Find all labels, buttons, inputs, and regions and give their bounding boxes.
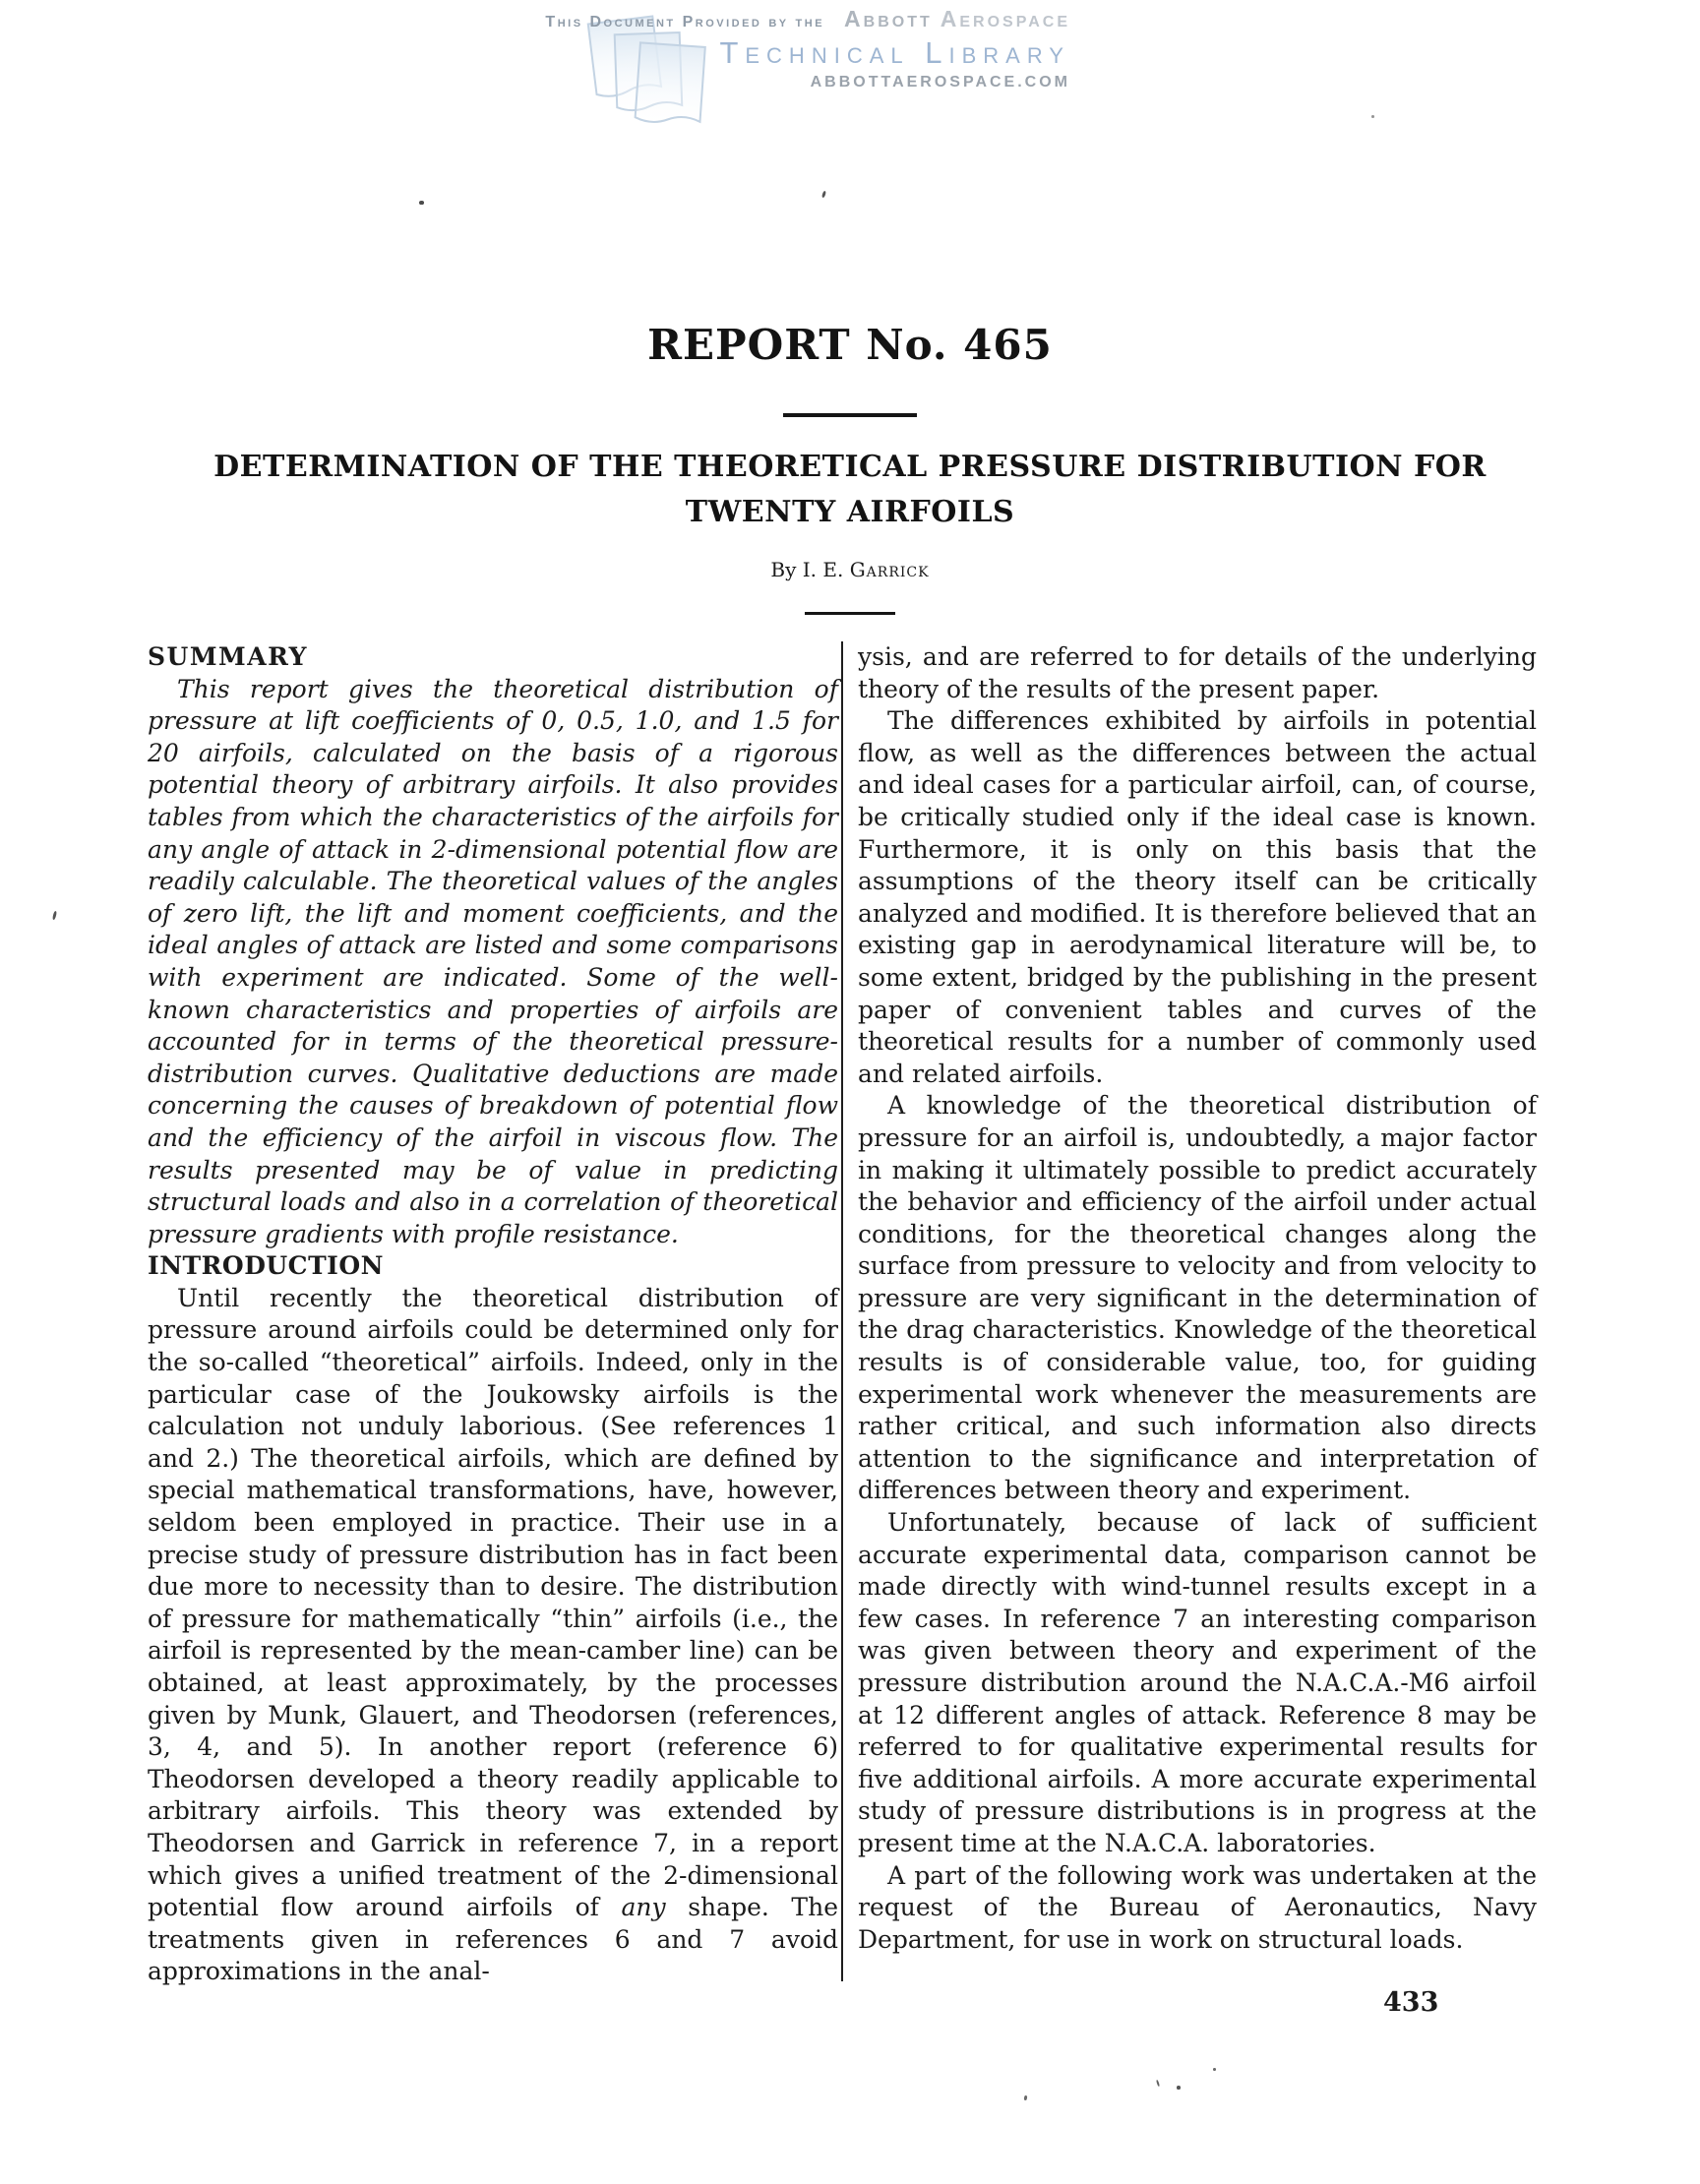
document-title-line2: TWENTY AIRFOILS — [685, 495, 1015, 529]
technical-library-text: Technical Library — [719, 35, 1070, 70]
document-title-line1: DETERMINATION OF THE THEORETICAL PRESSURE DISTRIBUTION FOR — [213, 450, 1487, 484]
body-paragraph: A part of the following work was undertaken at the request of the Bureau of Aeronautics, Navy Department, for use in work on structural loads. — [858, 1860, 1537, 1954]
intro-text-part1: Until recently the theoretical distribution of pressure around airfoils could be determined only for the so-called “theoretical” airfoils. Indeed, only in the particular case of the Joukowsky airfoils is the calculation not unduly laborious. (See references 1 and 2.) The theoretical airfoils, which are defined by special mathematical transformations, have, however, seldom been employed in practice. Their use in a precise study of pressure distribution has in fact been due more to necessity than to desire. The distribution of pressure for mathematically “thin” airfoils (i.e., the airfoil is represented by the mean-camber line) can be obtained, at least approximately, by the processes given by Munk, Glauert, and Theodorsen (references, 3, 4, and 5). In another report (reference 6) Theodorsen developed a theory readily applicable to arbitrary airfoils. This theory was extended by Theodorsen and Garrick in reference 7, in a report which gives a unified treatment of the 2-dimensional potential flow around airfoils of — [148, 1283, 838, 1922]
intro-text-part2: shape. The treatments given in references 6 and 7 avoid approximations in the anal- — [148, 1893, 838, 1986]
body-paragraph: Unfortunately, because of lack of sufficient accurate experimental data, comparison cannot be made directly with wind-tunnel results except in a few cases. In reference 7 an interesting comparison was given between theory and experiment of the pressure distribution around the N.A.C.A.-M6 airfoil at 12 different angles of attack. Reference 8 may be referred to for qualitative experimental results for five additional airfoils. A more accurate experimental study of pressure distributions is in progress at the present time at the N.A.C.A. laboratories. — [858, 1508, 1537, 1857]
body-paragraph: A knowledge of the theoretical distribution of pressure for an airfoil is, undoubtedly, a major factor in making it ultimately possible to predict accurately the behavior and efficiency of the airfoil under actual conditions, for the theoretical changes along the surface from pressure to velocity and from velocity to pressure are very significant in the determination of the drag characteristics. Knowledge of the theoretical results is of considerable value, too, for guiding experimental work whenever the measurements are rather critical, and such information also directs attention to the significance and interpretation of differences between theory and experiment. — [858, 1091, 1537, 1505]
byline-rule — [805, 612, 895, 615]
intro-italic-word: any — [621, 1893, 666, 1922]
watermark-line1 — [545, 8, 1070, 30]
page-number: 433 — [1383, 1987, 1439, 2018]
right-column — [858, 641, 1537, 1988]
introduction-paragraph — [148, 1283, 838, 1988]
provided-by-text: This Document Provided by the — [545, 14, 825, 30]
summary-paragraph: This report gives the theoretical distribution of pressure at lift coefficients of 0, 0.5, 1.0, and 1.5 for 20 airfoils, calculated on the basis of a rigorous potential theory of arbitrary airfoils. It also provides tables from which the characteristics of the airfoils for any angle of attack in 2-dimensional potential flow are readily calculable. The theoretical values of the angles of zero lift, the lift and moment coefficients, and the ideal angles of attack are listed and some comparisons with experiment are indicated. Some of the well-known characteristics and properties of airfoils are accounted for in terms of the theoretical pressure-distribution curves. Qualitative deductions are made concerning the causes of breakdown of potential flow and the efficiency of the airfoil in viscous flow. The results presented may be of value in predicting structural loads and also in a correlation of theoretical pressure gradients with profile resistance. — [148, 674, 838, 1248]
body-paragraph: The differences exhibited by airfoils in potential flow, as well as the differences between the actual and ideal cases for a particular airfoil, can, of course, be critically studied only if the ideal case is known. Furthermore, it is only on this basis that the assumptions of the theory itself can be critically analyzed and modified. It is therefore believed that an existing gap in aerodynamical literature will be, to some extent, bridged by the publishing in the present paper of convenient tables and curves of the theoretical results for a number of commonly used and related airfoils. — [858, 706, 1537, 1088]
summary-heading: SUMMARY — [148, 642, 308, 671]
scan-artifact — [1371, 115, 1374, 118]
watermark-url: ABBOTTAEROSPACE.COM — [810, 74, 1070, 91]
report-number: REPORT No. 465 — [647, 321, 1053, 369]
title-rule — [783, 413, 917, 417]
scan-artifact — [1177, 2086, 1181, 2090]
scan-artifact — [1213, 2068, 1216, 2071]
scan-artifact — [52, 911, 57, 920]
introduction-heading: INTRODUCTION — [148, 1251, 385, 1281]
scan-artifact — [1156, 2080, 1160, 2087]
byline-author: Garrick — [849, 558, 930, 581]
brand-aerospace: Aerospace — [940, 6, 1070, 31]
scan-artifact — [419, 201, 424, 205]
watermark-header — [545, 8, 1070, 91]
body-paragraph: ysis, and are referred to for details of the underlying theory of the results of the present paper. — [858, 642, 1537, 703]
document-title — [0, 445, 1700, 535]
brand-abbott: Abbott — [844, 6, 933, 31]
scan-artifact — [1024, 2095, 1028, 2100]
column-divider-rule — [841, 641, 843, 1981]
scan-artifact — [821, 191, 826, 199]
byline-prefix: By I. E. — [770, 558, 850, 581]
left-column — [148, 641, 838, 1988]
byline — [0, 558, 1700, 581]
